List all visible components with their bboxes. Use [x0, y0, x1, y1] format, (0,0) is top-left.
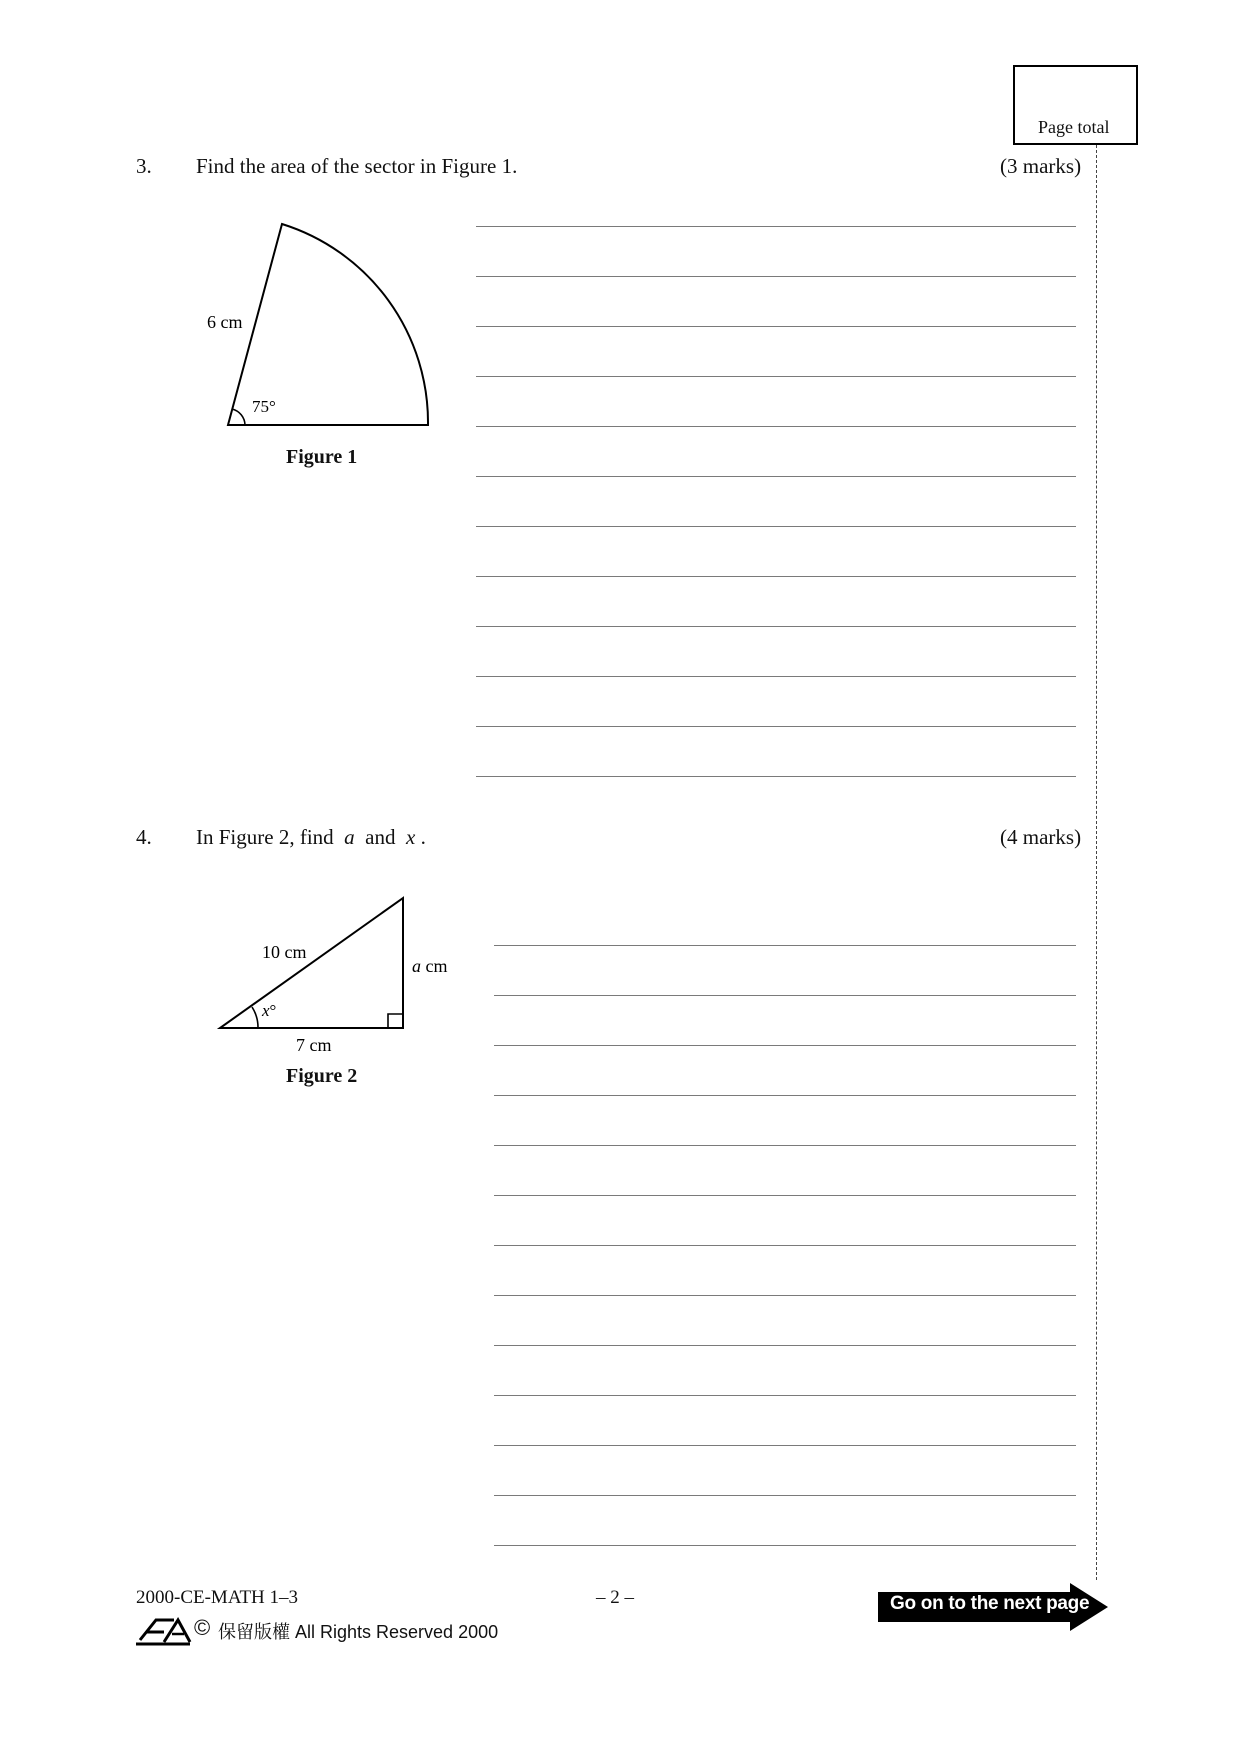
question-4-marks: (4 marks): [1000, 825, 1082, 849]
question-4-text: In Figure 2, find a and x .: [196, 825, 426, 849]
copyright-symbol: ©: [194, 1615, 211, 1640]
answer-line: [494, 995, 1076, 996]
answer-line: [476, 276, 1076, 277]
question-3-number: 3.: [136, 154, 152, 178]
answer-line: [494, 1245, 1076, 1246]
answer-line: [494, 945, 1076, 946]
answer-line: [494, 1345, 1076, 1346]
figure-1-caption: Figure 1: [286, 446, 358, 468]
exam-code: 2000-CE-MATH 1–3: [136, 1587, 299, 1608]
answer-line: [476, 726, 1076, 727]
angle-label: 75°: [252, 397, 276, 416]
figure-2-triangle: [200, 880, 470, 1060]
answer-line: [494, 1045, 1076, 1046]
answer-line: [476, 626, 1076, 627]
copyright-text: 保留版權 All Rights Reserved 2000: [218, 1622, 499, 1642]
adjacent-label: 7 cm: [296, 1035, 332, 1055]
page-total-label: Page total: [1038, 117, 1110, 137]
page-total-box: [1013, 65, 1138, 145]
answer-line: [494, 1195, 1076, 1196]
answer-line: [476, 526, 1076, 527]
angle-arc: [232, 409, 245, 425]
next-page-label: Go on to the next page: [890, 1593, 1090, 1614]
answer-line: [476, 376, 1076, 377]
page-number: – 2 –: [596, 1587, 634, 1608]
figure-2-caption: Figure 2: [286, 1065, 358, 1087]
answer-line: [476, 226, 1076, 227]
answer-line: [494, 1445, 1076, 1446]
next-page-arrow: [878, 1583, 1118, 1631]
answer-line: [494, 1295, 1076, 1296]
figure-1-sector: [190, 210, 450, 440]
angle-label: x°: [262, 1001, 277, 1020]
variable-x: x: [405, 825, 416, 849]
question-4-number: 4.: [136, 825, 152, 849]
question-3-text: Find the area of the sector in Figure 1.: [196, 154, 518, 178]
answer-line: [494, 1145, 1076, 1146]
answer-line: [476, 676, 1076, 677]
angle-arc: [252, 1007, 258, 1028]
sector-outline: [228, 224, 428, 425]
side-label: 6 cm: [207, 312, 243, 332]
answer-line: [494, 1095, 1076, 1096]
answer-line: [476, 326, 1076, 327]
margin-dashed-line: [1096, 145, 1097, 1580]
answer-line: [476, 776, 1076, 777]
right-angle-marker: [388, 1014, 403, 1028]
question-3-marks: (3 marks): [1000, 154, 1082, 178]
answer-line: [494, 1545, 1076, 1546]
answer-line: [476, 426, 1076, 427]
variable-a: a: [344, 825, 355, 849]
opposite-label: a cm: [412, 956, 448, 976]
answer-line: [494, 1495, 1076, 1496]
triangle-outline: [220, 898, 403, 1028]
hypotenuse-label: 10 cm: [262, 942, 307, 962]
answer-line: [476, 576, 1076, 577]
hkea-logo-icon: [134, 1614, 194, 1648]
answer-line: [494, 1395, 1076, 1396]
answer-line: [476, 476, 1076, 477]
